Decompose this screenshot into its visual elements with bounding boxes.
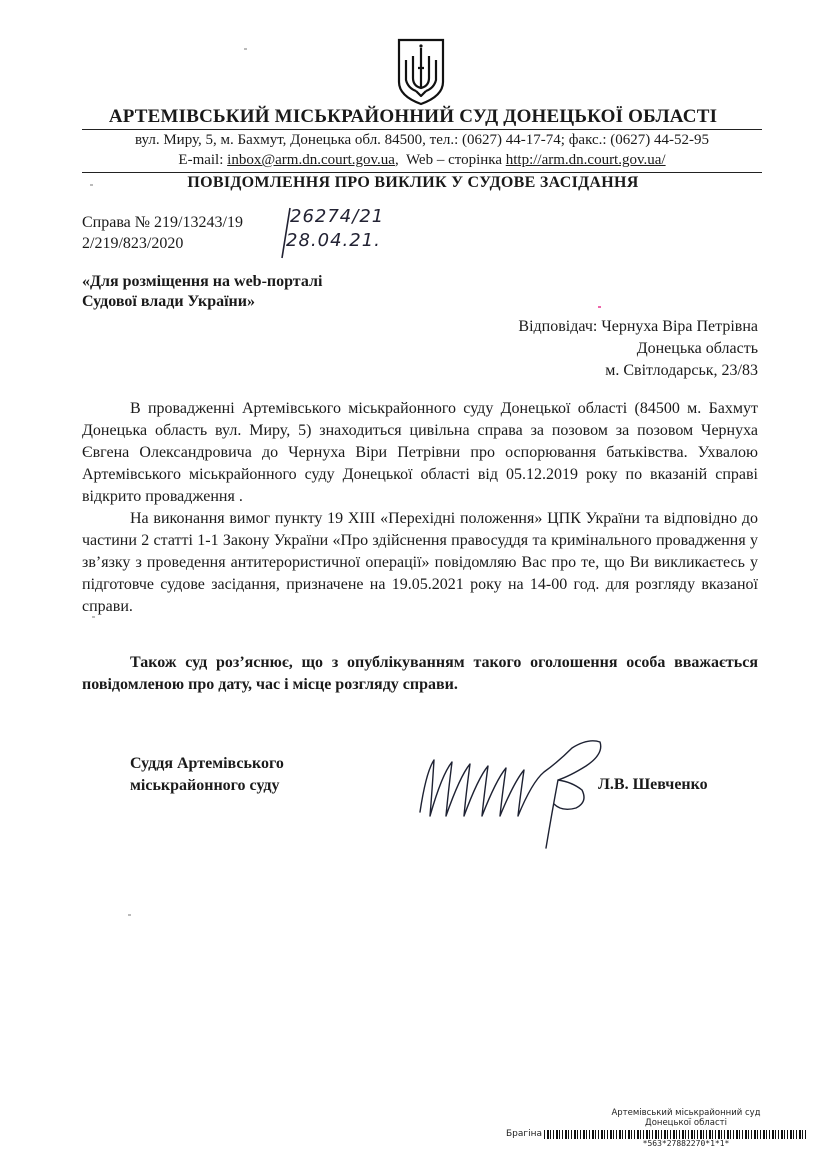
email-label: E-mail: [178, 152, 224, 168]
header-divider-bottom [82, 172, 762, 173]
registry-stamp [506, 1108, 806, 1148]
respondent-name: Відповідач: Чернуха Віра Петрівна [518, 318, 758, 335]
scan-speck [90, 184, 93, 186]
respondent-region: Донецька область [636, 340, 758, 357]
handwritten-registration-date: 28.04.21. [286, 230, 381, 251]
case-number: Справа № 219/13243/19 [82, 214, 243, 231]
judge-name: Л.В. Шевченко [598, 776, 708, 793]
judge-title [130, 753, 284, 797]
handwritten-registration [276, 204, 406, 264]
stamp-barcode-row [506, 1129, 806, 1139]
email-link[interactable]: inbox@arm.dn.court.gov.ua [227, 152, 395, 168]
scan-speck [598, 306, 601, 308]
document-title: ПОВІДОМЛЕННЯ ПРО ВИКЛИК У СУДОВЕ ЗАСІДАННЯ [187, 174, 639, 191]
judge-title-line-2: міськрайонного суду [130, 777, 280, 794]
court-address: вул. Миру, 5, м. Бахмут, Донецька обл. 84500, тел.: (0627) 44-17-74; факс.: (0627) 44-52-95 [134, 132, 710, 148]
body-paragraph-1: В провадженні Артемівського міськрайонного суду Донецької області (84500 м. Бахмут Донецька область вул. Миру, 5) знаходиться цивільна справа за позовом за позовом Чернуха Євгена Олександровича до Чернуха Віри Петрівни про оспорювання батьківства. Ухвалою Артемівського міськрайонного суду Донецької області від 05.12.2019 року по вказаній справі відкрито провадження . [82, 400, 758, 505]
stamp-prefix: Брагіна [506, 1129, 543, 1139]
stamp-court-line: Артемівський міськрайонний суд [611, 1108, 761, 1118]
proceeding-number: 2/219/823/2020 [82, 235, 184, 252]
web-label: Web – сторінка [405, 152, 502, 168]
web-link[interactable]: http://arm.dn.court.gov.ua/ [505, 152, 666, 168]
case-numbers [82, 212, 243, 254]
handwritten-signature [412, 732, 622, 850]
handwritten-registration-number: 26274/21 [290, 206, 385, 227]
court-contacts: E-mail: inbox@arm.dn.court.gov.ua, Web – сторінка http://arm.dn.court.gov.ua/ [178, 152, 666, 168]
respondent-block [518, 316, 758, 382]
scan-speck [244, 48, 247, 50]
stamp-region-line: Донецької області [645, 1118, 727, 1128]
scan-speck [92, 616, 95, 618]
portal-note-line-1: «Для розміщення на web-порталі [82, 273, 323, 290]
court-name: АРТЕМІВСЬКИЙ МІСЬКРАЙОННИЙ СУД ДОНЕЦЬКОЇ ОБЛАСТІ [108, 106, 718, 127]
respondent-address: м. Світлодарськ, 23/83 [605, 362, 758, 379]
portal-note-line-2: Судової влади України» [82, 293, 255, 310]
barcode-icon [544, 1130, 806, 1139]
body-text [82, 398, 758, 618]
stamp-code: *563*27882270*1*1* [642, 1139, 730, 1148]
notice-paragraph: Також суд роз’яснює, що з опублікуванням такого оголошення особа вважається повідомленою про дату, час і місце розгляду справи. [82, 654, 758, 693]
portal-note [82, 272, 322, 312]
judge-title-line-1: Суддя Артемівського [130, 755, 284, 772]
scan-speck [128, 914, 131, 916]
body-paragraph-2: На виконання вимог пункту 19 ХІІІ «Перехідні положення» ЦПК України та відповідно до частини 2 статті 1-1 Закону України «Про здійснення правосуддя та кримінального провадження у зв’язку з проведення антитерористичної операції» повідомляю Вас про те, що Ви викликаєтесь у підготовче судове засідання, призначене на 19.05.2021 року на 14-00 год. для розгляду вказаної справи. [82, 510, 758, 615]
coat-of-arms-emblem [396, 38, 446, 106]
